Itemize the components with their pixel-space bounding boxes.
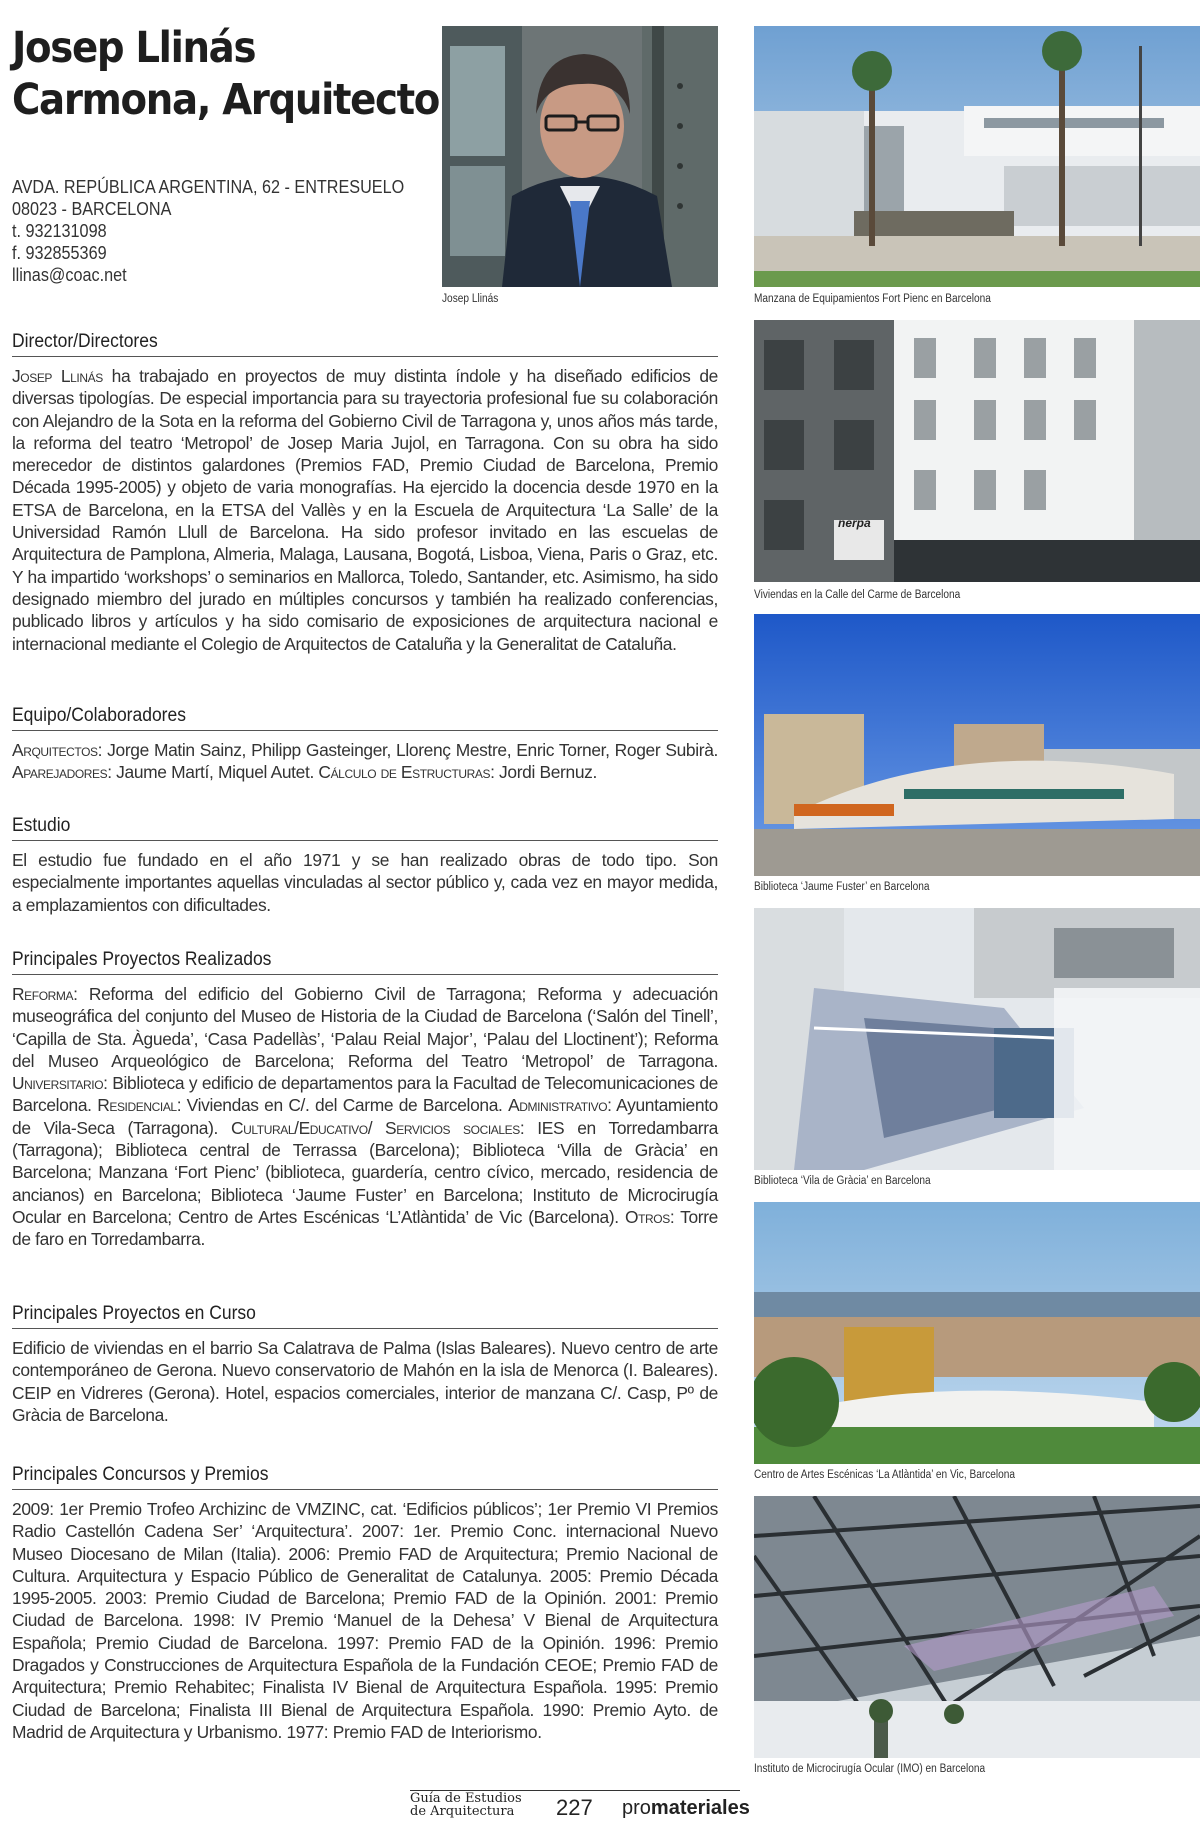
email-address: llinas@coac.net [12, 265, 127, 285]
photo-caption: Manzana de Equipamientos Fort Pienc en Barcelona [754, 293, 991, 305]
section-body: Josep Llinás ha trabajado en proyectos de muy distinta índole y ha diseñado edificios de diversas tipologías. De especial importancia para su trayectoria profesional fue su colaboración con Alejandro de la Sota en la reforma del Gobierno Civil de Tarragona y, unos años más tarde, la reforma del teatro ‘Metropol’ de Josep Maria Jujol, en Tarragona. Con su obra ha sido merecedor de distintos galardones (Premios FAD, Premio Ciudad de Barcelona, Premio Década 1995-2005) y objeto de varia monografías. Ha ejercido la docencia desde 1970 en la ETSA de Barcelona, en la ETSA del Vallès y en la Escuela de Arquitectura ‘La Salle’ de la Universidad Ramón Llull de Barcelona. Ha sido profesor invitado en las escuelas de Arquitectura de Pamplona, Almeria, Malaga, Lausana, Bogotá, Lisboa, Viena, Paris o Graz, etc. Y ha impartido ‘workshops’ o seminarios en Mallorca, Toledo, Santander, etc. Asimismo, ha sido designado miembro del jurado en múltiples concursos y también ha realizado conferencias, publicado libros y artículos y ha sido comisario de exposiciones de arquitectura nacional e internacional mediante el Colegio de Arquitectos de Cataluña y la Generalitat de Cataluña. [12, 366, 718, 654]
phone-number: t. 932131098 [12, 221, 107, 241]
photo-imo [754, 1496, 1200, 1758]
section-body: Reforma: Reforma del edificio del Gobierno Civil de Tarragona; Reforma y adecuación museográfica del conjunto del Museo de Historia de la Ciudad de Barcelona (‘Salón del Tinell’, ‘Capilla de Sta. Àgueda’, ‘Casa Padellàs’, ‘Palau Reial Major’, ‘Palau del Lloctinent’); Reforma del Museo Arqueológico de Barcelona; Reforma del Teatro ‘Metropol’ de Tarragona. Universitario: Biblioteca y edificio de departamentos para la Facultad de Telecomunicaciones de Barcelona. Residencial: Viviendas en C/. del Carme de Barcelona. Administrativo: Ayuntamiento de Vila-Seca (Tarragona). Cultural/Educativo/ Servicios sociales: IES en Torredambarra (Tarragona); Biblioteca central de Terrassa (Barcelona); Biblioteca ‘Villa de Gràcia’ en Barcelona; Manzana ‘Fort Pienc’ (biblioteca, guardería, centro cívico, mercado, residencia de ancianos) en Barcelona; Biblioteca ‘Jaume Fuster’ en Barcelona; Instituto de Microcirugía Ocular en Barcelona; Centro de Artes Escénicas ‘L’Atlàntida’ de Vic (Barcelona). Otros: Torre de faro en Torredambarra. [12, 984, 719, 1250]
address-line-2: 08023 - BARCELONA [12, 199, 172, 219]
brand-logo: promateriales [622, 1797, 750, 1819]
section-proyectos-realizados [12, 948, 718, 1251]
architect-name [12, 22, 440, 126]
section-heading: Equipo/Colaboradores [12, 704, 718, 731]
photo-fort-pienc [754, 26, 1200, 287]
photo-caption: Viviendas en la Calle del Carme de Barcelona [754, 589, 961, 601]
portrait-photo [442, 26, 718, 287]
photo-biblioteca-vila-de-gracia [754, 908, 1200, 1170]
address-line-1: AVDA. REPÚBLICA ARGENTINA, 62 - ENTRESUELO [12, 177, 405, 197]
section-body: Edificio de viviendas en el barrio Sa Calatrava de Palma (Islas Baleares). Nuevo centro de arte contemporáneo de Gerona. Nuevo conservatorio de Mahón en la isla de Menorca (I. Baleares). CEIP en Vidreres (Gerona). Hotel, espacios comerciales, interior de manzana C/. Casp, Pº de Gràcia de Barcelona. [12, 1338, 718, 1425]
fax-number: f. 932855369 [12, 243, 107, 263]
section-heading: Estudio [12, 814, 718, 841]
section-director [12, 330, 718, 655]
photo-caption: Centro de Artes Escénicas ‘La Atlàntida’ en Vic, Barcelona [754, 1469, 1016, 1481]
section-heading: Director/Directores [12, 330, 718, 357]
section-heading: Principales Proyectos Realizados [12, 948, 718, 975]
name-line-1: Josep Llinás [12, 23, 256, 73]
contact-block [12, 176, 405, 286]
section-heading: Principales Concursos y Premios [12, 1463, 718, 1490]
director-name: Josep Llinás [12, 366, 103, 386]
guide-title [410, 1792, 522, 1818]
shop-sign: nerpa [838, 516, 871, 530]
section-estudio [12, 814, 718, 916]
section-concursos-premios [12, 1463, 718, 1743]
section-equipo [12, 704, 718, 784]
photo-biblioteca-jaume-fuster [754, 614, 1200, 876]
section-body: El estudio fue fundado en el año 1971 y se han realizado obras de todo tipo. Son especialmente importantes aquellas vinculadas al sector público y, cada vez en mayor medida, a emplazamientos con dificultades. [12, 850, 718, 915]
section-body: 2009: 1er Premio Trofeo Archizinc de VMZINC, cat. ‘Edificios públicos’; 1er Premio VI Premios Radio Castellón Cadena Ser’ ‘Arquitectura’. 2007: 1er. Premio Conc. internacional Nuevo Museo Diocesano de Milan (Italia). 2006: Premio FAD de Arquitectura; Premio Nacional de Cultura. Arquitectura y Espacio Público de Generalitat de Catalunya. 2005: Premio Década 1995-2005. 2003: Premio Ciudad de Barcelona; Premio FAD de la Opinión. 2001: Premio Ciudad de Barcelona. 1998: IV Premio ‘Manuel de la Dehesa’ V Bienal de Arquitectura Española; Premio Ciudad de Barcelona. 1997: Premio FAD de la Opinión. 1996: Premio Dragados y Construcciones de Arquitectura Española de la Fundación CEOE; Premio FAD de Arquitectura; Premio Rehabitec; Finalista IV Bienal de Arquitectura Española. 1995: Premio Ciudad de Barcelona; Finalista III Bienal de Arquitectura Española. 1990: Premio Ayto. de Madrid de Arquitectura y Urbanismo. 1977: Premio FAD de Interiorismo. [12, 1499, 718, 1742]
name-line-2: Carmona, Arquitecto [12, 75, 440, 125]
guide-line-1: Guía de Estudios [410, 1791, 522, 1806]
photo-caption: Biblioteca ‘Vila de Gràcia’ en Barcelona [754, 1175, 931, 1187]
section-heading: Principales Proyectos en Curso [12, 1302, 718, 1329]
portrait-caption: Josep Llinás [442, 293, 499, 305]
photo-caption: Biblioteca ‘Jaume Fuster’ en Barcelona [754, 881, 930, 893]
photo-calle-del-carme [754, 320, 1200, 582]
section-body: Arquitectos: Jorge Matin Sainz, Philipp Gasteinger, Llorenç Mestre, Enric Torner, Roger Subirà. Aparejadores: Jaume Martí, Miquel Autet. Cálculo de Estructuras: Jordi Bernuz. [12, 740, 718, 783]
photo-caption: Instituto de Microcirugía Ocular (IMO) en Barcelona [754, 1763, 986, 1775]
page-number: 227 [556, 1795, 593, 1820]
section-proyectos-en-curso [12, 1302, 718, 1426]
guide-line-2: de Arquitectura [410, 1804, 515, 1819]
photo-la-atlantida [754, 1202, 1200, 1464]
